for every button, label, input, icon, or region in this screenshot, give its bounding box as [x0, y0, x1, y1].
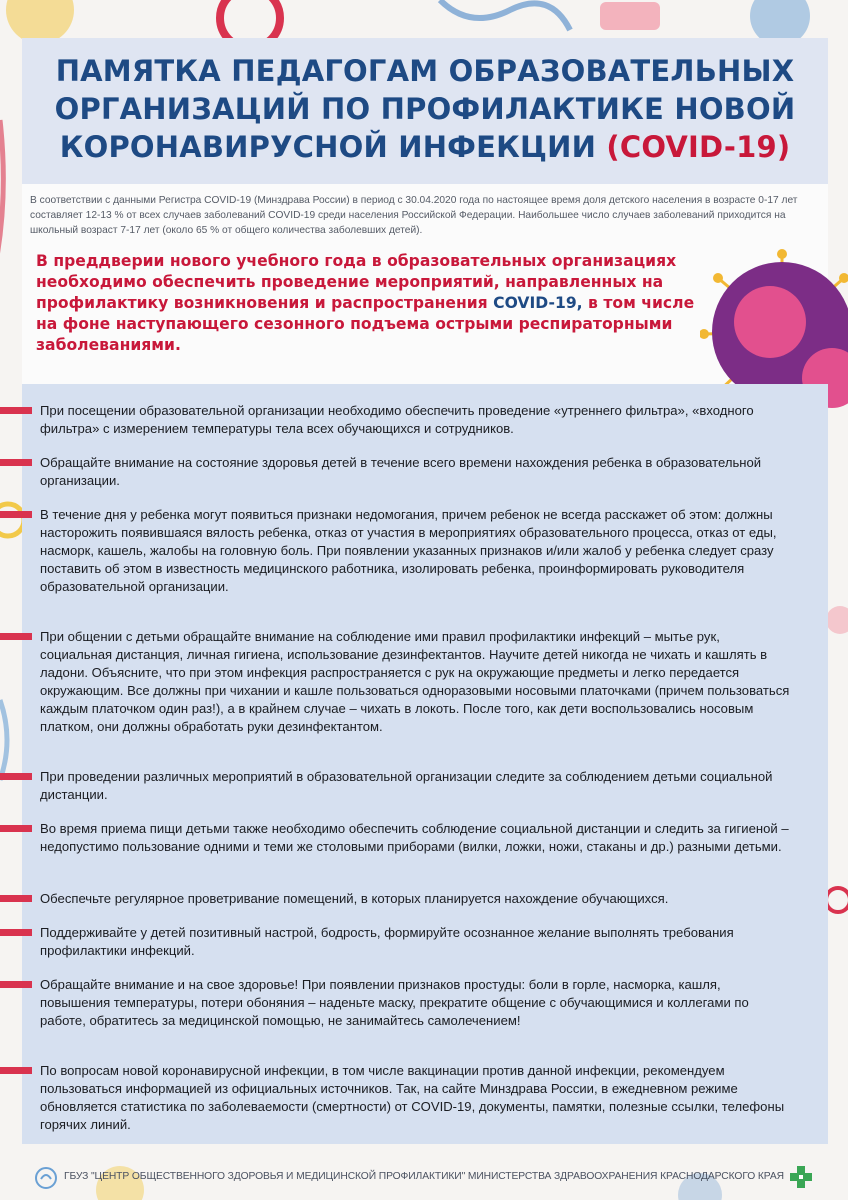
title-panel [22, 38, 828, 184]
page-title [22, 38, 828, 166]
item-text: Во время приема пищи детьми также необходимо обеспечить соблюдение социальной дистанции и следить за гигиеной – недопустимо пользование одними и теми же столовыми приборами (вилки, ложки, ножи, стаканы и др.) разными детьми. [40, 821, 789, 854]
item-text: При проведении различных мероприятий в образовательной организации следите за соблюдением детьми социальной дистанции. [40, 769, 773, 802]
lead-statement [36, 251, 716, 356]
item-marker [0, 633, 32, 640]
item-marker [0, 895, 32, 902]
item-text: При общении с детьми обращайте внимание на соблюдение ими правил профилактики инфекций – мытье рук, социальная дистанция, личная гигиена, использование дезинфектантов. Научите детей никогда не чихать и кашлять в ладони. Объясните, что при этом инфекция распространяется с рук на окружающие предметы и легко передается окружающим. Все должны при чихании и кашле пользоваться одноразовыми носовыми платочками (причем пользоваться каждым платочком один раз!), а в крайнем случае – чихать в локоть. После того, как дети воспользовались носовым платком, они должны обработать руки дезинфектантом. [40, 629, 790, 734]
lead-part-1: В преддверии нового учебного года в образовательных организациях необходимо обеспечить проведение мероприятий, направленных на профилактику возникновения и распространения [36, 252, 677, 312]
item-marker [0, 981, 32, 988]
item-text: В течение дня у ребенка могут появиться признаки недомогания, причем ребенок не всегда расскажет об этом: должны насторожить появившаяся вялость ребенка, отказ от участия в мероприятиях образовательного процесса, отказ от еды, насморк, кашель, жалобы на головную боль. При появлении указанных признаков и/или жалоб у ребенка следует сразу поставить об этом в известность медицинского работника, изолировать ребенка, проинформировать руководителя образовательной организации. [40, 507, 777, 594]
lead-part-2: в том числе на фоне наступающего сезонного подъема острыми респираторными заболеваниями. [36, 294, 695, 354]
title-main: ПАМЯТКА ПЕДАГОГАМ ОБРАЗОВАТЕЛЬНЫХ ОРГАНИЗАЦИЙ ПО ПРОФИЛАКТИКЕ НОВОЙ КОРОНАВИРУСНОЙ ИНФЕКЦИИ [54, 54, 796, 164]
item-marker [0, 1067, 32, 1074]
item-marker [0, 511, 32, 518]
footer [28, 1162, 828, 1192]
item-marker [0, 407, 32, 414]
intro-text: В соответствии с данными Регистра COVID-19 (Минздрава России) в период с 30.04.2020 года по настоящее время доля детского населения в возрасте 0-17 лет составляет 12-13 % от всех случаев заболеваний COVID-19 среди населения Российской Федерации. Наибольшее число случаев заболеваний приходится на школьный возраст 7-17 лет (около 65 % от общего количества заболевших детей). [30, 195, 798, 236]
item-text: Поддерживайте у детей позитивный настрой, бодрость, формируйте осознанное желание выполнять требования профилактики инфекций. [40, 925, 734, 958]
item-marker [0, 459, 32, 466]
item-marker [0, 773, 32, 780]
item-text: Обращайте внимание и на свое здоровье! При появлении признаков простуды: боли в горле, насморка, кашля, повышения температуры, потери обоняния – наденьте маску, прекратите общение с обучающимися и коллегами по работе, обратитесь за медицинской помощью, не занимайтесь самолечением! [40, 977, 749, 1028]
item-marker [0, 929, 32, 936]
item-text: Обращайте внимание на состояние здоровья детей в течение всего времени нахождения ребенка в образовательной организации. [40, 455, 762, 488]
title-accent: (COVID-19) [606, 130, 791, 164]
item-text: Обеспечьте регулярное проветривание помещений, в которых планируется нахождение обучающихся. [40, 891, 669, 906]
item-marker [0, 825, 32, 832]
recommendations-panel [22, 384, 828, 1144]
ministry-cross-icon [788, 1164, 814, 1190]
footer-organization: ГБУЗ "ЦЕНТР ОБЩЕСТВЕННОГО ЗДОРОВЬЯ И МЕДИЦИНСКОЙ ПРОФИЛАКТИКИ" МИНИСТЕРСТВА ЗДРАВООХРАНЕНИЯ КРАСНОДАРСКОГО КРАЯ [64, 1171, 784, 1182]
item-text: При посещении образовательной организации необходимо обеспечить проведение «утреннего фильтра», «входного фильтра» с измерением температуры тела всех обучающихся и сотрудников. [40, 403, 754, 436]
item-text: По вопросам новой коронавирусной инфекции, в том числе вакцинации против данной инфекции, рекомендуем пользоваться информацией из официальных источников. Так, на сайте Минздрава России, в ежедневном режиме обновляется статистика по заболеваемости (смертности) от COVID-19, документы, памятки, полезные ссылки, телефоны горячих линий. [40, 1063, 785, 1132]
org-logo-icon [34, 1166, 58, 1190]
lead-covid: COVID-19, [493, 294, 583, 312]
